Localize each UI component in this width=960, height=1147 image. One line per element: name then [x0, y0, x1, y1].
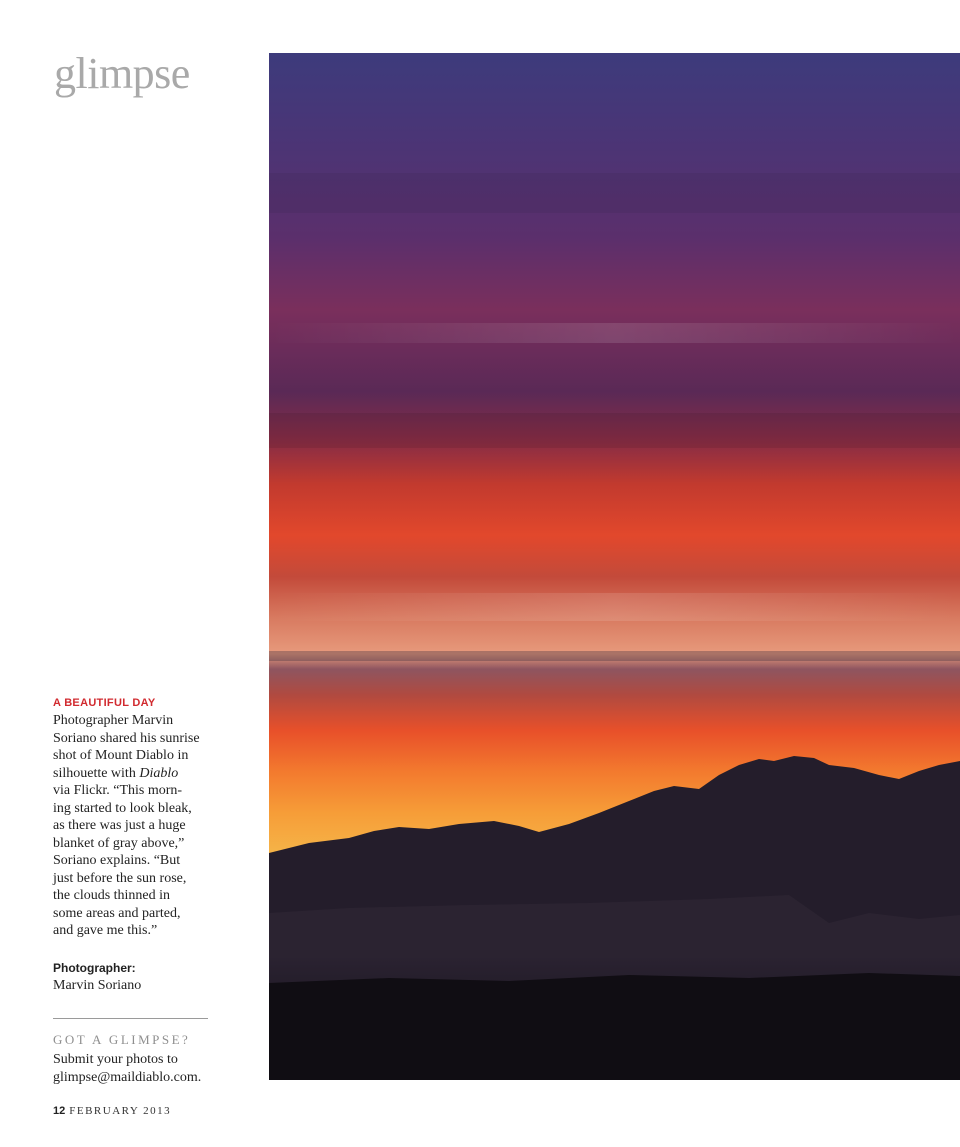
- caption-line: and gave me this.”: [53, 923, 158, 938]
- photo-caption: [53, 695, 213, 940]
- caption-line: [53, 765, 213, 783]
- caption-line: as there was just a huge: [53, 818, 186, 833]
- folio: [53, 1104, 171, 1118]
- submit-box: [53, 1031, 213, 1086]
- caption-line: just before the sun rose,: [53, 870, 187, 886]
- submit-email[interactable]: glimpse@maildiablo.com.: [53, 1069, 202, 1085]
- caption-line: some areas and parted,: [53, 905, 181, 921]
- caption-line: Soriano shared his sunrise: [53, 730, 200, 746]
- photo-credit: [53, 960, 213, 994]
- sunset-photo: [269, 53, 960, 1080]
- issue-date: FEBRUARY 2013: [69, 1105, 172, 1117]
- caption-line: via Flickr. “This morn-: [53, 783, 183, 798]
- caption-line: Soriano explains. “But: [53, 853, 181, 868]
- caption-line: blanket of gray above,”: [53, 835, 185, 851]
- divider: [53, 1018, 208, 1019]
- caption-body: [53, 712, 213, 940]
- caption-line: the clouds thinned in: [53, 888, 171, 903]
- caption-kicker: A BEAUTIFUL DAY: [53, 697, 156, 709]
- caption-line-text: silhouette with: [53, 765, 140, 781]
- caption-line: shot of Mount Diablo in: [53, 748, 189, 763]
- caption-line: Photographer Marvin: [53, 713, 174, 728]
- submit-heading: GOT A GLIMPSE?: [53, 1032, 191, 1047]
- submit-text: [53, 1051, 213, 1086]
- magazine-name: Diablo: [139, 765, 179, 781]
- page-number: 12: [53, 1105, 66, 1117]
- section-title: glimpse: [54, 49, 190, 98]
- submit-line: Submit your photos to: [53, 1052, 178, 1067]
- credit-label: Photographer:: [53, 961, 136, 975]
- caption-line: ing started to look bleak,: [53, 800, 192, 816]
- photographer-name: Marvin Soriano: [53, 978, 142, 993]
